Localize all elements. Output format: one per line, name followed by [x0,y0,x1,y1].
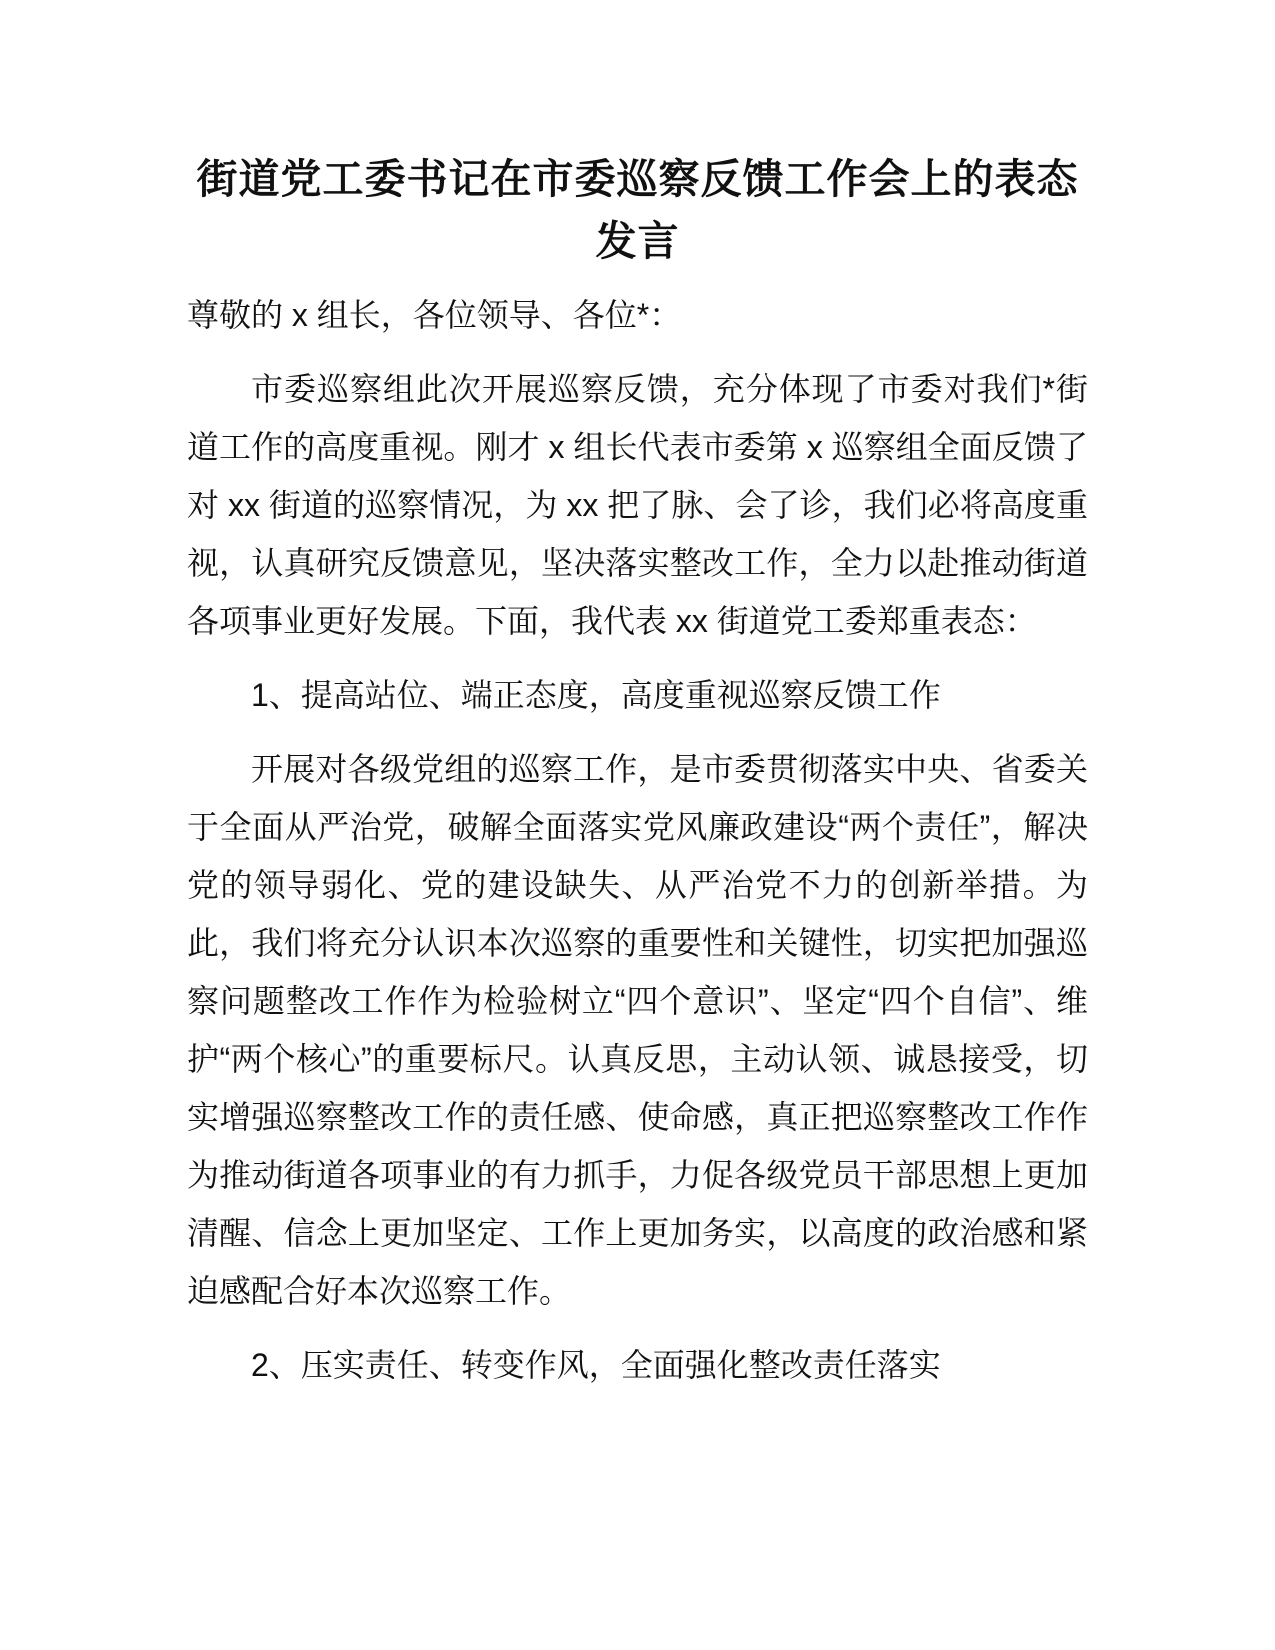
document-body [187,286,1088,1394]
section-1-heading: 1、提高站位、端正态度，高度重视巡察反馈工作 [251,677,941,713]
intro-paragraph: 市委巡察组此次开展巡察反馈，充分体现了市委对我们*街道工作的高度重视。刚才 x 组长代表市委第 x 巡察组全面反馈了对 xx 街道的巡察情况，为 xx 把了脉、会了诊，我们必将高度重视，认真研究反馈意见，坚决落实整改工作，全力以赴推动街道各项事业更好发展。下面，我代表 xx 街道党工委郑重表态： [187,371,1088,639]
document-title: 街道党工委书记在市委巡察反馈工作会上的表态发言 [196,156,1079,264]
section-2-heading: 2、压实责任、转变作风，全面强化整改责任落实 [251,1347,941,1383]
salutation-line: 尊敬的 x 组长，各位领导、各位*： [187,297,682,333]
section-1-body: 开展对各级党组的巡察工作，是市委贯彻落实中央、省委关于全面从严治党，破解全面落实党风廉政建设“两个责任”，解决党的领导弱化、党的建设缺失、从严治党不力的创新举措。为此，我们将充分认识本次巡察的重要性和关键性，切实把加强巡察问题整改工作作为检验树立“四个意识”、坚定“四个自信”、维护“两个核心”的重要标尺。认真反思，主动认领、诚恳接受，切实增强巡察整改工作的责任感、使命感，真正把巡察整改工作作为推动街道各项事业的有力抓手，力促各级党员干部思想上更加清醒、信念上更加坚定、工作上更加务实，以高度的政治感和紧迫感配合好本次巡察工作。 [187,751,1088,1309]
